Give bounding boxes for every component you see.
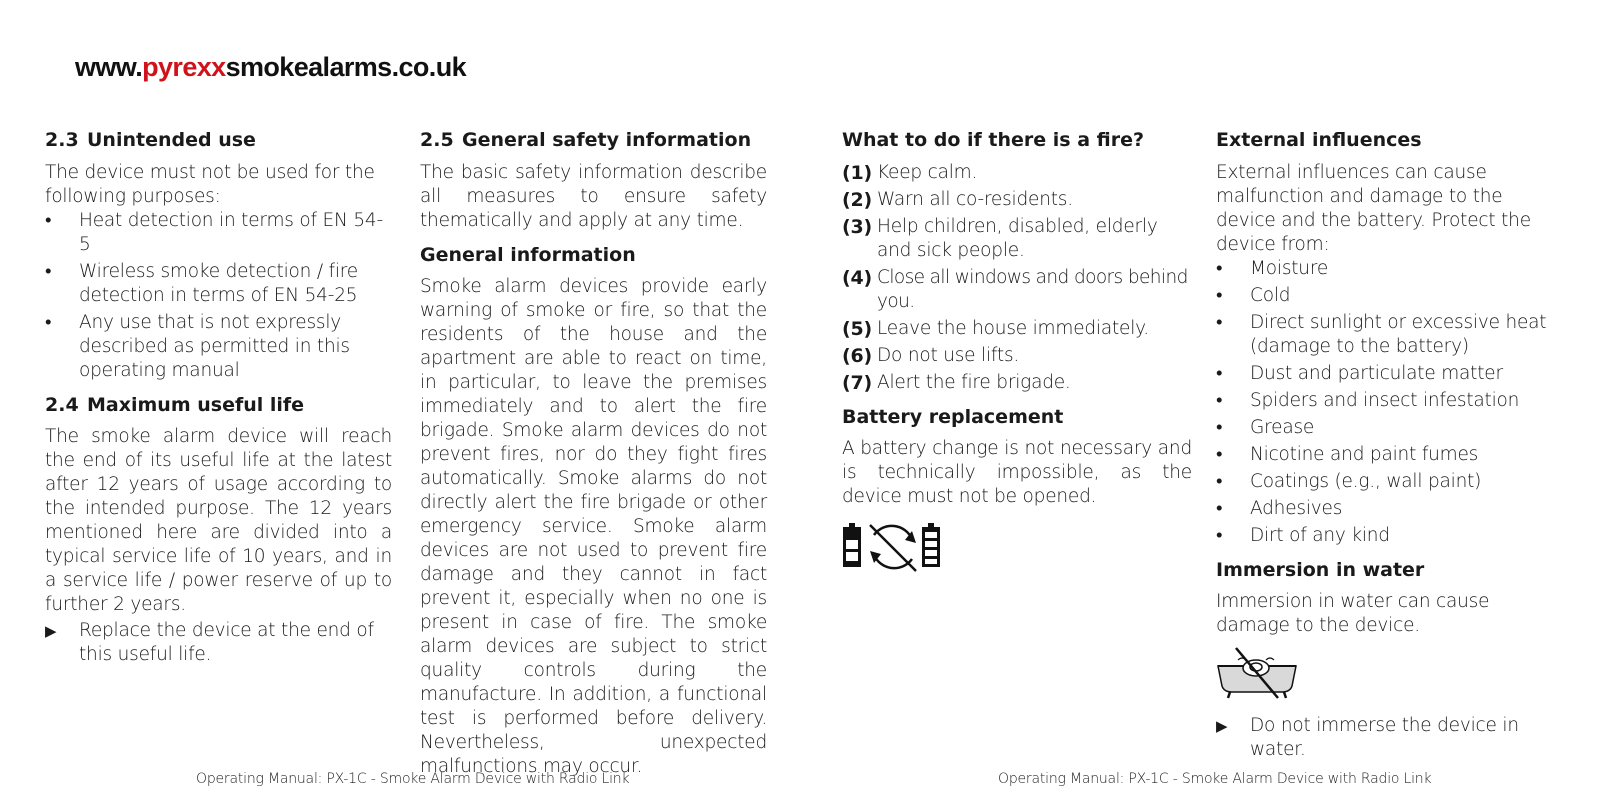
fire-step bbox=[842, 317, 1192, 341]
no-immersion-icon bbox=[1216, 646, 1566, 704]
section-heading-general-safety bbox=[420, 128, 767, 153]
url-brand: pyrexx bbox=[142, 52, 226, 82]
general-information-body: Smoke alarm devices provide early warning of smoke or fire, so that the residents of the house and the apartment are able to react on time, in particular, to leave the premises immediately and to alert the fire brigade. Smoke alarm devices do not prevent fires, nor do they fight fires automatically. Smoke alarms do not directly alert the fire brigade or other emergency service. Smoke alarm devices are not used to prevent fire damage and they cannot in fact prevent it, especially when no one is present in case of fire. The smoke alarm devices are subject to strict quality controls during the manufacture. In addition, a functional test is performed before delivery. Nevertheless, unexpected malfunctions may occur. bbox=[420, 276, 767, 778]
section-title: Unintended use bbox=[87, 129, 256, 151]
step-text: Alert the fire brigade. bbox=[877, 371, 1071, 393]
column-2 bbox=[420, 128, 767, 779]
external-heading: External influences bbox=[1216, 129, 1422, 151]
list-item: • Spiders and insect infestation bbox=[1216, 389, 1566, 413]
list-item: • Wireless smoke detection / fire detection in terms of EN 54-25 bbox=[45, 260, 392, 308]
step-number: (4) bbox=[842, 266, 872, 289]
arrow-right-icon: ▶ bbox=[45, 622, 57, 641]
list-item: • Dirt of any kind bbox=[1216, 524, 1566, 548]
step-number: (3) bbox=[842, 215, 872, 238]
external-intro: External influences can cause malfunction and damage to the device and the battery. Protect the device from: bbox=[1216, 161, 1531, 255]
external-list bbox=[1216, 257, 1566, 548]
immersion-heading: Immersion in water bbox=[1216, 558, 1425, 581]
section-number: 2.4 bbox=[45, 393, 79, 416]
column-4 bbox=[1216, 128, 1566, 762]
instruction-text: Do not immerse the device in water. bbox=[1250, 715, 1519, 761]
section-number: 2.3 bbox=[45, 129, 79, 151]
list-item: • Nicotine and paint fumes bbox=[1216, 443, 1566, 467]
battery-heading: Battery replacement bbox=[842, 405, 1064, 428]
section-heading-useful-life bbox=[45, 393, 392, 418]
useful-life-body: The smoke alarm device will reach the end of its useful life at the latest after 12 years of usage according to the intended purpose. The 12 years mentioned here are divided into a typical service life of 10 years, and in a service life / power reserve of up to further 2 years. bbox=[45, 426, 392, 616]
column-3 bbox=[842, 128, 1192, 577]
step-text: Help children, disabled, elderly and sick people. bbox=[877, 215, 1158, 261]
list-item: • Direct sunlight or excessive heat (damage to the battery) bbox=[1216, 311, 1566, 359]
unintended-list bbox=[45, 209, 392, 383]
step-text: Leave the house immediately. bbox=[877, 317, 1149, 339]
step-text: Warn all co-residents. bbox=[877, 188, 1073, 210]
fire-step bbox=[842, 215, 1192, 263]
section-heading-unintended-use bbox=[45, 128, 392, 153]
battery-body: A battery change is not necessary and is technically impossible, as the device must not be opened. bbox=[842, 438, 1192, 508]
fire-step bbox=[842, 266, 1192, 314]
site-url bbox=[75, 52, 466, 83]
url-suffix: smokealarms.co.uk bbox=[225, 52, 467, 82]
unintended-intro: The device must not be used for the following purposes: bbox=[45, 161, 375, 207]
step-number: (7) bbox=[842, 371, 872, 394]
list-item: • Any use that is not expressly described as permitted in this operating manual bbox=[45, 311, 392, 383]
section-number: 2.5 bbox=[420, 129, 454, 151]
step-number: (6) bbox=[842, 344, 872, 367]
list-item: • Moisture bbox=[1216, 257, 1566, 281]
fire-steps bbox=[842, 161, 1192, 395]
instruction-text: Replace the device at the end of this useful life. bbox=[79, 620, 374, 666]
list-item: • Coatings (e.g., wall paint) bbox=[1216, 470, 1566, 494]
step-text: Do not use lifts. bbox=[877, 344, 1020, 366]
column-1 bbox=[45, 128, 392, 667]
safety-body: The basic safety information describe all measures to ensure safety thematically and apply at any time. bbox=[420, 161, 767, 231]
immersion-body: Immersion in water can cause damage to the device. bbox=[1216, 591, 1490, 637]
fire-step bbox=[842, 188, 1192, 212]
list-item: • Heat detection in terms of EN 54-5 bbox=[45, 209, 392, 257]
useful-life-instruction bbox=[45, 619, 392, 667]
immersion-instruction bbox=[1216, 714, 1566, 762]
step-text: Keep calm. bbox=[877, 161, 978, 183]
no-battery-exchange-icon bbox=[842, 521, 1192, 577]
fire-step bbox=[842, 371, 1192, 395]
fire-heading: What to do if there is a fire? bbox=[842, 129, 1145, 151]
general-information-heading: General information bbox=[420, 243, 636, 266]
fire-step bbox=[842, 344, 1192, 368]
section-title: General safety information bbox=[462, 129, 752, 151]
step-text: Close all windows and doors behind you. bbox=[877, 266, 1188, 312]
list-item: • Dust and particulate matter bbox=[1216, 362, 1566, 386]
url-prefix: www. bbox=[75, 52, 143, 82]
step-number: (5) bbox=[842, 317, 872, 340]
section-title: Maximum useful life bbox=[87, 393, 305, 416]
fire-step bbox=[842, 161, 1192, 185]
step-number: (1) bbox=[842, 161, 872, 184]
footer-left: Operating Manual: PX-1C - Smoke Alarm Device with Radio Link bbox=[196, 771, 630, 787]
step-number: (2) bbox=[842, 188, 872, 211]
footer-right: Operating Manual: PX-1C - Smoke Alarm Device with Radio Link bbox=[998, 771, 1432, 787]
list-item: • Cold bbox=[1216, 284, 1566, 308]
arrow-right-icon: ▶ bbox=[1216, 717, 1228, 736]
list-item: • Grease bbox=[1216, 416, 1566, 440]
list-item: • Adhesives bbox=[1216, 497, 1566, 521]
